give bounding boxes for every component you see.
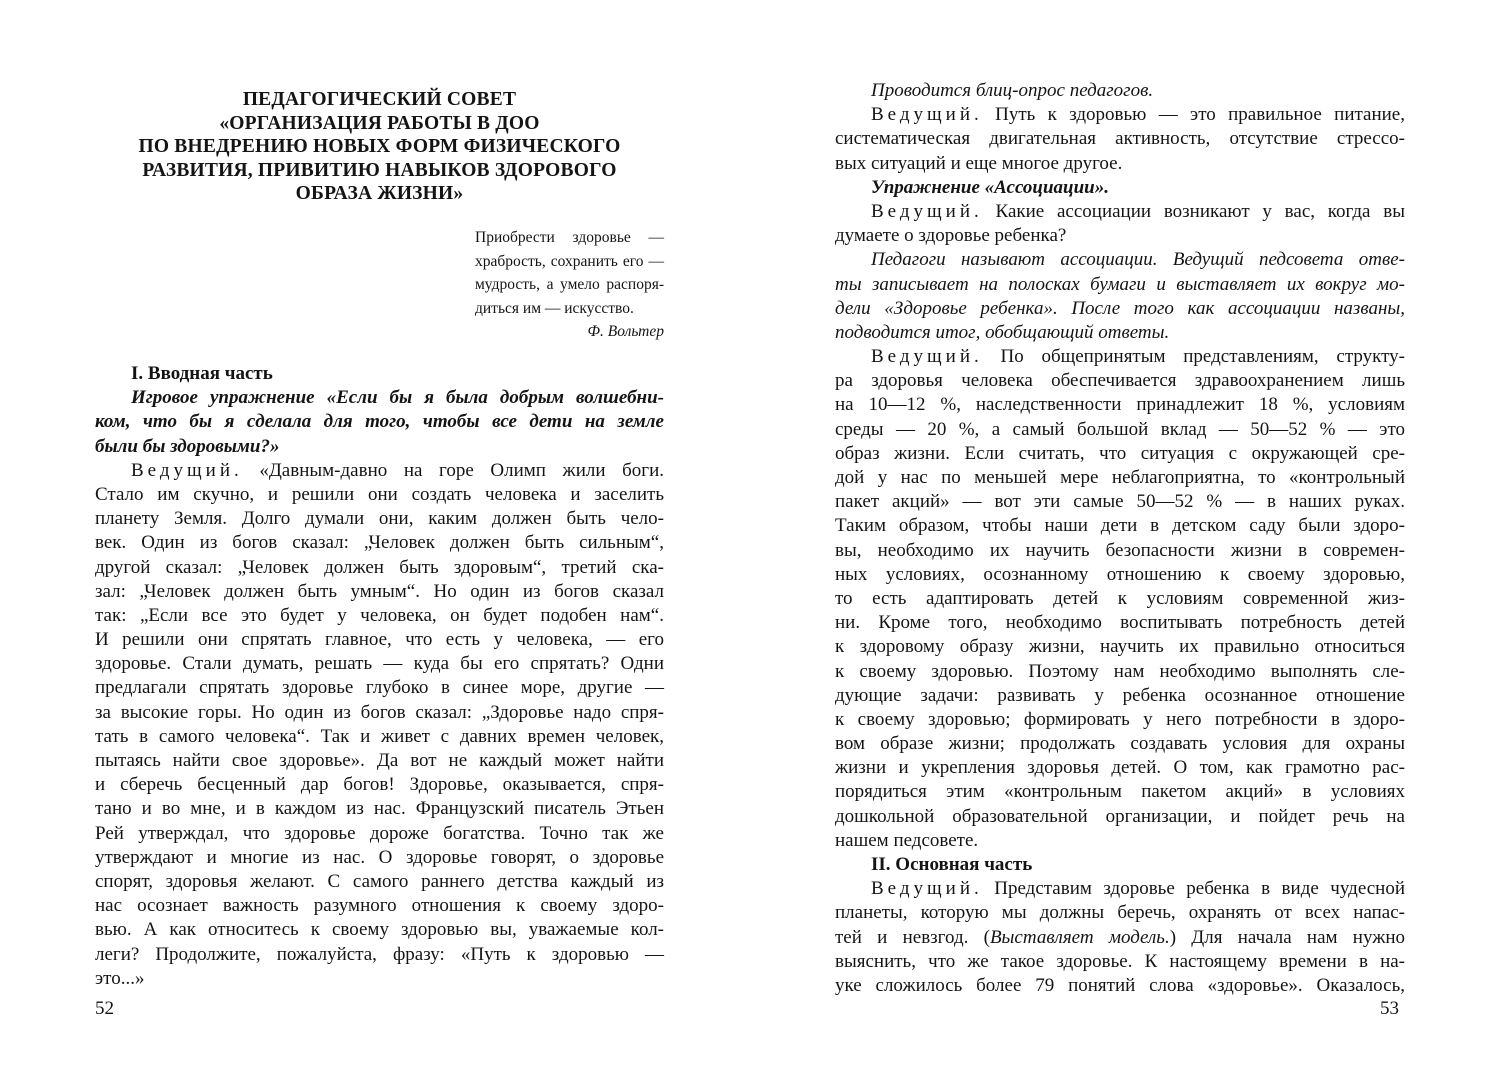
paragraph-line: спорят, здоровья желают. С самого раннего детства каждый из (95, 870, 664, 892)
paragraph-line: вы, необходимо их научить безопасности жизни в современ- (835, 539, 1405, 561)
paragraph-line: пытаясь найти свое здоровье». Да вот не каждый может найти (95, 750, 664, 771)
paragraph-line: ни. Кроме того, необходимо воспитывать потребность детей (835, 612, 1405, 634)
paragraph-line: за высокие горы. Но один из богов сказал: „Здоровье надо спря- (95, 701, 664, 723)
paragraph-line: к здоровому образу жизни, научить их правильно относиться (835, 636, 1405, 658)
paragraph-line (835, 345, 1405, 369)
paragraph-line (835, 200, 1405, 224)
line-text: ) Для начала нам нужно (1169, 926, 1405, 948)
paragraph-line: другой сказал: „Человек должен быть здоровым“, третий ска- (95, 556, 664, 578)
exercise-heading: Упражнение «Ассоциации». (871, 176, 1109, 198)
paragraph-line: здоровье. Стали думать, решать — куда бы его спрятать? Одни (95, 653, 664, 675)
paragraph-line: это...» (95, 967, 145, 989)
right-page (743, 0, 1486, 1080)
paragraph-line: уке сложилось более 79 понятий слова «здоровье». Оказалось, (835, 974, 1405, 996)
paragraph-line: вью. А как относитесь к своему здоровью вы, уважаемые кол- (95, 919, 664, 941)
paragraph-line: И решили они спрятать главное, что есть у человека, — его (95, 629, 664, 651)
paragraph-line: образ жизни. Если считать, что ситуация с окружающей сре- (835, 442, 1405, 464)
paragraph-line: нас осознает важность разумного отношения к своему здоро- (95, 895, 664, 917)
paragraph-line: предлагали спрятать здоровье глубоко в синее море, другие — (95, 677, 664, 699)
paragraph-line: тать в самого человека“. Так и живет с давних времен человек, (95, 725, 664, 747)
italic-line: дели «Здоровье ребенка». После того как ассоциации названы, (835, 297, 1405, 319)
paragraph-line: к своему здоровью. Поэтому нам необходимо выполнять сле- (835, 660, 1405, 682)
speaker-label: Ведущий. (131, 459, 243, 481)
paragraph-line (95, 459, 664, 483)
title-line: ПЕДАГОГИЧЕСКИЙ СОВЕТ (242, 89, 517, 110)
paragraph-line: дующие задачи: развивать у ребенка осознанное отношение (835, 684, 1405, 706)
paragraph-line: выяснить, что же такое здоровье. К настоящему времени в на- (835, 950, 1405, 972)
page-number: 52 (95, 998, 114, 1019)
left-body (95, 362, 664, 991)
speaker-label: Ведущий. (871, 878, 983, 900)
paragraph-line: то есть адаптировать детей к условиям современной жиз- (835, 587, 1405, 609)
paragraph-line: вом образе жизни; продолжать создавать условия для охраны (835, 733, 1405, 755)
exercise-line: ком, что бы я сделала для того, чтобы все дети на земле (95, 411, 664, 433)
blitz-line: Проводится блиц-опрос педагогов. (871, 80, 1154, 101)
paragraph-line: вых ситуаций и еще многое другое. (835, 152, 1123, 174)
paragraph-line: жизни и укрепления здоровья детей. О том, как грамотно рас- (835, 757, 1405, 779)
paragraph-line: век. Один из богов сказал: „Человек должен быть сильным“, (95, 532, 664, 554)
paragraph-line: нашем педсовете. (835, 829, 979, 851)
paragraph-line: пакет акций» — вот эти самые 50—52 % — в наших руках. (835, 491, 1405, 513)
paragraph-line: Рей утверждал, что здоровье дороже богатства. Точно так же (95, 822, 664, 844)
title-line: ОБРАЗА ЖИЗНИ» (295, 183, 464, 204)
italic-line: ты записывает на полосках бумаги и выставляет их вокруг мо- (835, 273, 1405, 295)
line-text: Представим здоровье ребенка в виде чудесной (982, 878, 1405, 900)
paragraph-line: ра здоровья человека обеспечивается здравоохранением лишь (835, 370, 1405, 392)
paragraph-line: планету Земля. Долго думали они, каким должен быть чело- (95, 508, 664, 530)
paragraph-line: систематическая двигательная активность, отсутствие стрессо- (835, 128, 1405, 150)
line-text: Какие ассоциации возникают у вас, когда вы (982, 200, 1405, 222)
paragraph-line: Таким образом, чтобы наши дети в детском саду были здоро- (835, 515, 1405, 537)
paragraph-line: и сберечь бесценный дар богов! Здоровье, оказывается, спря- (95, 774, 664, 796)
paragraph-line: на 10—12 %, наследственности принадлежит 18 %, условиям (835, 394, 1405, 416)
paragraph-line: леги? Продолжите, пожалуйста, фразу: «Путь к здоровью — (95, 943, 664, 965)
paragraph-line: ных условиях, осознанному отношению к своему здоровью, (835, 563, 1405, 585)
paragraph-line: планеты, которую мы должны беречь, охранять от всех напас- (835, 902, 1405, 924)
paragraph-line (835, 103, 1405, 127)
exercise-line: были бы здоровыми?» (95, 435, 280, 457)
paragraph-line: порядиться этим «контрольным пакетом акций» в условиях (835, 781, 1405, 803)
council-title (95, 88, 664, 206)
epigraph (475, 226, 664, 344)
paragraph-line: утверждают и многие из нас. О здоровье говорят, о здоровье (95, 846, 664, 868)
paragraph-line (835, 926, 1405, 950)
paragraph-line: дой у нас по меньшей мере неблагоприятна, то «контрольный (835, 467, 1405, 488)
paragraph-line: дошкольной образовательной организации, и пойдет речь на (835, 805, 1405, 827)
paragraph-line: Стало им скучно, и решили они создать человека и заселить (95, 483, 664, 505)
paragraph-line: среды — 20 %, а самый большой вклад — 50—52 % — это (835, 418, 1405, 440)
speaker-label: Ведущий. (871, 200, 983, 222)
line-text: «Давным-давно на горе Олимп жили боги. (242, 459, 664, 481)
page-number: 53 (1380, 998, 1399, 1019)
exercise-line: Игровое упражнение «Если бы я была добрым волшебни- (131, 387, 664, 409)
paragraph-line (835, 877, 1405, 901)
epigraph-line: Приобрести здоровье — (475, 229, 664, 246)
paragraph-line: зал: „Человек должен быть умным“. Но один из богов сказал (95, 580, 664, 602)
epigraph-line: диться им — искусство. (475, 299, 634, 317)
line-text: Путь к здоровью — это правильное питание, (982, 104, 1405, 126)
paragraph-line: думаете о здоровье ребенка? (835, 225, 1067, 247)
stage-direction: Выставляет модель. (989, 926, 1170, 948)
speaker-label: Ведущий. (871, 346, 983, 368)
title-line: ПО ВНЕДРЕНИЮ НОВЫХ ФОРМ ФИЗИЧЕСКОГО (138, 136, 621, 157)
italic-line: Педагоги называют ассоциации. Ведущий педсовета отве- (871, 249, 1405, 271)
right-body (835, 79, 1405, 998)
epigraph-line: мудрость, а умело распоря- (475, 276, 664, 294)
speaker-label: Ведущий. (871, 104, 983, 126)
paragraph-line: так: „Если все это будет у человека, он будет подобен нам“. (95, 604, 664, 626)
italic-line: подводится итог, обобщающий ответы. (835, 321, 1170, 343)
paragraph-line: к своему здоровью; формировать у него потребности в здоро- (835, 708, 1405, 730)
paragraph-line: тано и во мне, и в каждом из нас. Французский писатель Этьен (95, 798, 664, 820)
title-line: РАЗВИТИЯ, ПРИВИТИЮ НАВЫКОВ ЗДОРОВОГО (142, 159, 617, 181)
section-heading: I. Вводная часть (131, 363, 273, 384)
section-heading: II. Основная часть (871, 854, 1033, 875)
epigraph-author: Ф. Вольтер (587, 323, 664, 341)
line-text: тей и невзгод. ( (835, 926, 990, 948)
title-line: «ОРГАНИЗАЦИЯ РАБОТЫ В ДОО (219, 112, 540, 134)
epigraph-line: храбрость, сохранить его — (475, 252, 664, 270)
line-text: По общепринятым представлениям, структу- (982, 346, 1405, 368)
